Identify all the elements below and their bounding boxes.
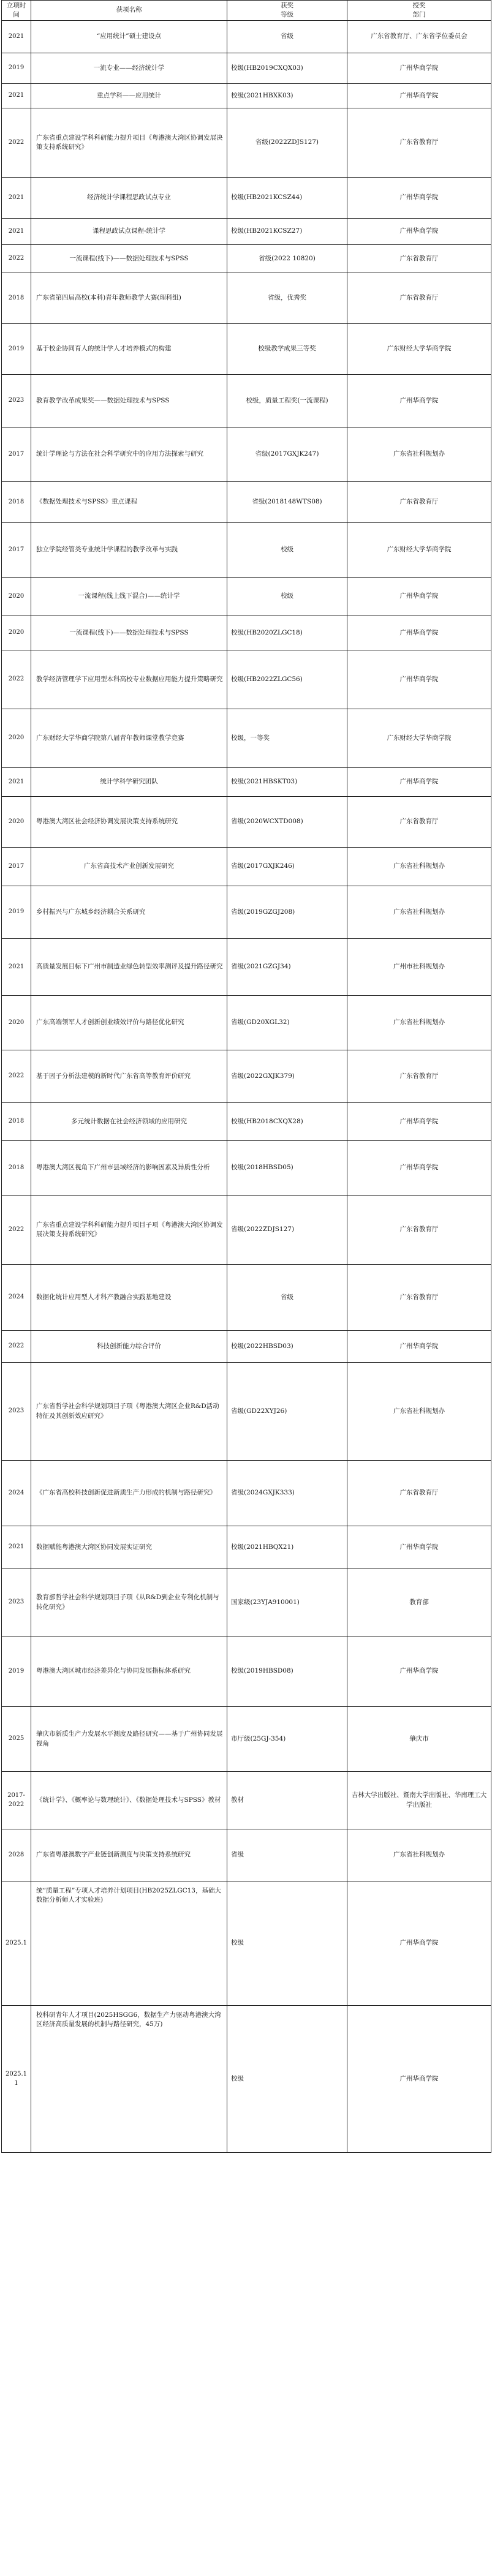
cell-year: 2021 xyxy=(2,219,31,245)
cell-level: 校级(HB2021KCSZ44) xyxy=(227,178,347,219)
cell-year: 2025.1 xyxy=(2,1881,31,2006)
table-row xyxy=(2,427,491,482)
cell-level: 省级，优秀奖 xyxy=(227,273,347,324)
table-row xyxy=(2,108,491,178)
cell-year: 2017-2022 xyxy=(2,1772,31,1829)
cell-level: 校级(2022HBSD03) xyxy=(227,1331,347,1363)
table-row xyxy=(2,1707,491,1772)
cell-level: 省级 xyxy=(227,21,347,53)
cell-level: 校级，质量工程奖(一流课程) xyxy=(227,375,347,427)
cell-level: 校级(HB2018CXQX28) xyxy=(227,1103,347,1141)
table-row xyxy=(2,650,491,709)
cell-unit: 广州华商学院 xyxy=(347,1103,491,1141)
cell-name: 一流课程(线下)——数据处理技术与SPSS xyxy=(31,616,227,650)
cell-name: 基于校企协同育人的统计学人才培养模式的构建 xyxy=(31,324,227,375)
cell-year: 2022 xyxy=(2,108,31,178)
cell-level: 校级(HB2019CXQX03) xyxy=(227,53,347,84)
cell-level: 省级(2024GXJK333) xyxy=(227,1461,347,1526)
cell-name: 统计学理论与方法在社会科学研究中的应用方法探索与研究 xyxy=(31,427,227,482)
table-row xyxy=(2,1265,491,1331)
table-row xyxy=(2,1141,491,1196)
cell-year: 2021 xyxy=(2,1526,31,1569)
cell-year: 2021 xyxy=(2,939,31,996)
cell-unit: 广东财经大学华商学院 xyxy=(347,709,491,768)
cell-name: 数据化统计应用型人才科产教融合实践基地建设 xyxy=(31,1265,227,1331)
header-year: 立项时间 xyxy=(2,1,31,21)
cell-unit: 广东省社科规划办 xyxy=(347,1829,491,1881)
header-unit xyxy=(347,1,491,21)
cell-level: 省级(2018148WTS08) xyxy=(227,482,347,523)
cell-year: 2025.11 xyxy=(2,2006,31,2153)
cell-level: 省级(2022ZDJS127) xyxy=(227,108,347,178)
cell-name: 肇庆市新质生产力发展水平测度及路径研究——基于广州协同发展视角 xyxy=(31,1707,227,1772)
cell-unit: 广东省教育厅 xyxy=(347,1461,491,1526)
cell-name: 广东省重点建设学科科研能力提升项目《粤港澳大湾区协调发展决策支持系统研究》 xyxy=(31,108,227,178)
cell-name: 粤港澳大湾区社会经济协调发展决策支持系统研究 xyxy=(31,797,227,848)
table-row xyxy=(2,84,491,108)
cell-level: 校级 xyxy=(227,523,347,578)
header-name: 获项名称 xyxy=(31,1,227,21)
cell-unit: 广州华商学院 xyxy=(347,768,491,797)
cell-unit: 广州华商学院 xyxy=(347,2006,491,2153)
cell-year: 2017 xyxy=(2,523,31,578)
table-row xyxy=(2,53,491,84)
cell-name: 《统计学》、《概率论与数理统计》、《数据处理技术与SPSS》教材 xyxy=(31,1772,227,1829)
table-row xyxy=(2,709,491,768)
cell-name: 数据赋能粤港澳大湾区协同发展实证研究 xyxy=(31,1526,227,1569)
cell-unit: 广州华商学院 xyxy=(347,578,491,616)
table-row xyxy=(2,178,491,219)
cell-level: 校级 xyxy=(227,1881,347,2006)
table-row xyxy=(2,245,491,273)
table-row xyxy=(2,1636,491,1707)
cell-name: 广东省重点建设学科科研能力提升项目子项《粤港澳大湾区协调发展决策支持系统研究》 xyxy=(31,1196,227,1265)
cell-unit: 广东省教育厅 xyxy=(347,1050,491,1103)
table-row xyxy=(2,616,491,650)
cell-unit: 广东省社科规划办 xyxy=(347,886,491,939)
cell-name: 乡村振兴与广东城乡经济耦合关系研究 xyxy=(31,886,227,939)
cell-year: 2021 xyxy=(2,21,31,53)
table-row xyxy=(2,375,491,427)
cell-name: 统计学科学研究团队 xyxy=(31,768,227,797)
table-row xyxy=(2,1829,491,1881)
table-row xyxy=(2,1881,491,2006)
cell-level: 省级(2020WCXTD008) xyxy=(227,797,347,848)
cell-year: 2020 xyxy=(2,797,31,848)
table-row xyxy=(2,2006,491,2153)
cell-year: 2022 xyxy=(2,1196,31,1265)
cell-year: 2018 xyxy=(2,1141,31,1196)
cell-name: 高质量发展目标下广州市制造业绿色转型效率测评及提升路径研究 xyxy=(31,939,227,996)
cell-name: 经济统计学课程思政试点专业 xyxy=(31,178,227,219)
cell-year: 2020 xyxy=(2,996,31,1050)
cell-year: 2023 xyxy=(2,1363,31,1461)
cell-unit: 广州华商学院 xyxy=(347,1881,491,2006)
cell-name: “应用统计”硕士建设点 xyxy=(31,21,227,53)
cell-year: 2022 xyxy=(2,650,31,709)
table-row xyxy=(2,1461,491,1526)
cell-year: 2021 xyxy=(2,768,31,797)
cell-year: 2019 xyxy=(2,53,31,84)
table-row xyxy=(2,273,491,324)
cell-level: 省级(2021GZGJ34) xyxy=(227,939,347,996)
cell-unit: 吉林大学出版社、暨南大学出版社、华南理工大学出版社 xyxy=(347,1772,491,1829)
cell-level: 省级(GD20XGL32) xyxy=(227,996,347,1050)
cell-unit: 广州华商学院 xyxy=(347,178,491,219)
cell-name: 教育教学改革成果奖——数据处理技术与SPSS xyxy=(31,375,227,427)
cell-name: 《数据处理技术与SPSS》重点课程 xyxy=(31,482,227,523)
cell-unit: 广东省教育厅 xyxy=(347,108,491,178)
table-row xyxy=(2,482,491,523)
cell-level: 校级(HB2022ZLGC56) xyxy=(227,650,347,709)
cell-unit: 广州华商学院 xyxy=(347,1636,491,1707)
table-row xyxy=(2,324,491,375)
cell-name: 广东财经大学华商学院第八届青年教师课堂教学竞赛 xyxy=(31,709,227,768)
cell-name: 独立学院经管类专业统计学课程的教学改革与实践 xyxy=(31,523,227,578)
cell-unit: 广东省教育厅 xyxy=(347,482,491,523)
cell-unit: 广东省社科规划办 xyxy=(347,848,491,886)
cell-name: 粤港澳大湾区城市经济差异化与协同发展指标体系研究 xyxy=(31,1636,227,1707)
cell-level: 校级 xyxy=(227,2006,347,2153)
cell-level: 省级(2022ZDJS127) xyxy=(227,1196,347,1265)
cell-unit: 广东省教育厅、广东省学位委员会 xyxy=(347,21,491,53)
awards-table xyxy=(1,0,491,2153)
cell-year: 2021 xyxy=(2,84,31,108)
header-level xyxy=(227,1,347,21)
cell-unit: 肇庆市 xyxy=(347,1707,491,1772)
cell-year: 2025 xyxy=(2,1707,31,1772)
cell-unit: 广州华商学院 xyxy=(347,375,491,427)
cell-name: 一流课程(线上线下混合)——统计学 xyxy=(31,578,227,616)
table-row xyxy=(2,996,491,1050)
cell-year: 2023 xyxy=(2,1569,31,1636)
cell-name: 教育部哲学社会科学规划项目子项《从R&D到企业专利化机制与转化研究》 xyxy=(31,1569,227,1636)
cell-level: 省级(2022GXJK379) xyxy=(227,1050,347,1103)
table-row xyxy=(2,21,491,53)
header-unit-bottom: 部门 xyxy=(412,11,426,18)
cell-name: 统“质量工程”专项人才培养计划项目(HB2025ZLGC13，基础大数据分析师人才实验班) xyxy=(31,1881,227,2006)
table-row xyxy=(2,768,491,797)
cell-name: 广东省高技术产业创新发展研究 xyxy=(31,848,227,886)
cell-year: 2028 xyxy=(2,1829,31,1881)
cell-unit: 广东省教育厅 xyxy=(347,245,491,273)
cell-level: 市厅级(25GJ-354) xyxy=(227,1707,347,1772)
table-row xyxy=(2,523,491,578)
cell-year: 2017 xyxy=(2,427,31,482)
cell-name: 一流专业——经济统计学 xyxy=(31,53,227,84)
cell-year: 2020 xyxy=(2,578,31,616)
table-row xyxy=(2,1569,491,1636)
header-level-bottom: 等级 xyxy=(281,11,293,18)
cell-level: 校级(HB2020ZLGC18) xyxy=(227,616,347,650)
cell-name: 基于因子分析法建模的新时代广东省高等教育评价研究 xyxy=(31,1050,227,1103)
cell-year: 2020 xyxy=(2,709,31,768)
cell-unit: 广东财经大学华商学院 xyxy=(347,324,491,375)
cell-year: 2019 xyxy=(2,886,31,939)
table-row xyxy=(2,886,491,939)
cell-year: 2023 xyxy=(2,375,31,427)
cell-unit: 广州华商学院 xyxy=(347,219,491,245)
cell-unit: 广州华商学院 xyxy=(347,1141,491,1196)
table-row xyxy=(2,848,491,886)
table-row xyxy=(2,1772,491,1829)
cell-year: 2018 xyxy=(2,273,31,324)
cell-unit: 广东省社科规划办 xyxy=(347,1363,491,1461)
cell-year: 2018 xyxy=(2,1103,31,1141)
cell-name: 广东高端领军人才创新创业绩效评价与路径优化研究 xyxy=(31,996,227,1050)
cell-name: 《广东省高校科技创新促进新质生产力形成的机制与路径研究》 xyxy=(31,1461,227,1526)
cell-unit: 广东省社科规划办 xyxy=(347,427,491,482)
cell-unit: 广州华商学院 xyxy=(347,650,491,709)
table-row xyxy=(2,1103,491,1141)
cell-level: 国家级(23YJA910001) xyxy=(227,1569,347,1636)
cell-unit: 广东省社科规划办 xyxy=(347,996,491,1050)
cell-year: 2022 xyxy=(2,1050,31,1103)
cell-unit: 广州华商学院 xyxy=(347,1526,491,1569)
cell-level: 省级(2022 10820) xyxy=(227,245,347,273)
cell-level: 省级(GD22XYJ26) xyxy=(227,1363,347,1461)
cell-unit: 广东省教育厅 xyxy=(347,273,491,324)
cell-level: 校级(2021HBXK03) xyxy=(227,84,347,108)
table-row xyxy=(2,1050,491,1103)
cell-level: 校级 xyxy=(227,578,347,616)
cell-name: 重点学科——应用统计 xyxy=(31,84,227,108)
cell-year: 2020 xyxy=(2,616,31,650)
cell-unit: 广东省教育厅 xyxy=(347,797,491,848)
cell-name: 广东省哲学社会科学规划项目子项《粤港澳大湾区企业R&D活动特征及其创新效应研究》 xyxy=(31,1363,227,1461)
cell-level: 教材 xyxy=(227,1772,347,1829)
cell-year: 2021 xyxy=(2,178,31,219)
cell-unit: 广州华商学院 xyxy=(347,616,491,650)
table-row xyxy=(2,939,491,996)
cell-name: 广东省粤港澳数字产业链创新测度与决策支持系统研究 xyxy=(31,1829,227,1881)
cell-year: 2019 xyxy=(2,324,31,375)
cell-name: 一流课程(线下)——数据处理技术与SPSS xyxy=(31,245,227,273)
cell-level: 校级(HB2021KCSZ27) xyxy=(227,219,347,245)
cell-name: 多元统计数据在社会经济领域的应用研究 xyxy=(31,1103,227,1141)
cell-name: 校科研青年人才项目(2025HSGG6，数据生产力驱动粤港澳大湾区经济高质量发展的机制与路径研究，45万) xyxy=(31,2006,227,2153)
cell-year: 2024 xyxy=(2,1265,31,1331)
cell-year: 2019 xyxy=(2,1636,31,1707)
cell-year: 2017 xyxy=(2,848,31,886)
cell-year: 2024 xyxy=(2,1461,31,1526)
cell-level: 校级(2021HBQX21) xyxy=(227,1526,347,1569)
cell-year: 2022 xyxy=(2,1331,31,1363)
cell-level: 校级(2018HBSD05) xyxy=(227,1141,347,1196)
header-unit-top: 授奖 xyxy=(412,1,426,9)
table-row xyxy=(2,797,491,848)
cell-year: 2018 xyxy=(2,482,31,523)
table-row xyxy=(2,1526,491,1569)
cell-level: 省级 xyxy=(227,1265,347,1331)
table-row xyxy=(2,578,491,616)
table-row xyxy=(2,1196,491,1265)
cell-name: 科技创新能力综合评价 xyxy=(31,1331,227,1363)
table-row xyxy=(2,1331,491,1363)
cell-unit: 广州华商学院 xyxy=(347,53,491,84)
cell-unit: 广东财经大学华商学院 xyxy=(347,523,491,578)
cell-unit: 广州市社科规划办 xyxy=(347,939,491,996)
cell-unit: 广州华商学院 xyxy=(347,1331,491,1363)
cell-level: 校级，一等奖 xyxy=(227,709,347,768)
cell-name: 课程思政试点课程-统计学 xyxy=(31,219,227,245)
cell-level: 省级(2017GXJK247) xyxy=(227,427,347,482)
cell-unit: 广州华商学院 xyxy=(347,84,491,108)
table-row xyxy=(2,1363,491,1461)
cell-name: 教学经济管理学下应用型本科高校专业数据应用能力提升策略研究 xyxy=(31,650,227,709)
cell-level: 省级(2017GXJK246) xyxy=(227,848,347,886)
cell-year: 2022 xyxy=(2,245,31,273)
cell-level: 校级教学成果三等奖 xyxy=(227,324,347,375)
header-row xyxy=(2,1,491,21)
cell-name: 粤港澳大湾区视角下广州市县域经济的影响因素及异质性分析 xyxy=(31,1141,227,1196)
header-level-top: 获奖 xyxy=(281,1,293,9)
table-row xyxy=(2,219,491,245)
cell-level: 校级(2021HBSKT03) xyxy=(227,768,347,797)
cell-unit: 广东省教育厅 xyxy=(347,1196,491,1265)
cell-unit: 广东省教育厅 xyxy=(347,1265,491,1331)
cell-level: 省级 xyxy=(227,1829,347,1881)
cell-level: 校级(2019HBSD08) xyxy=(227,1636,347,1707)
cell-unit: 教育部 xyxy=(347,1569,491,1636)
cell-name: 广东省第四届高校(本科)青年教师教学大赛(理科组) xyxy=(31,273,227,324)
cell-level: 省级(2019GZGJ208) xyxy=(227,886,347,939)
